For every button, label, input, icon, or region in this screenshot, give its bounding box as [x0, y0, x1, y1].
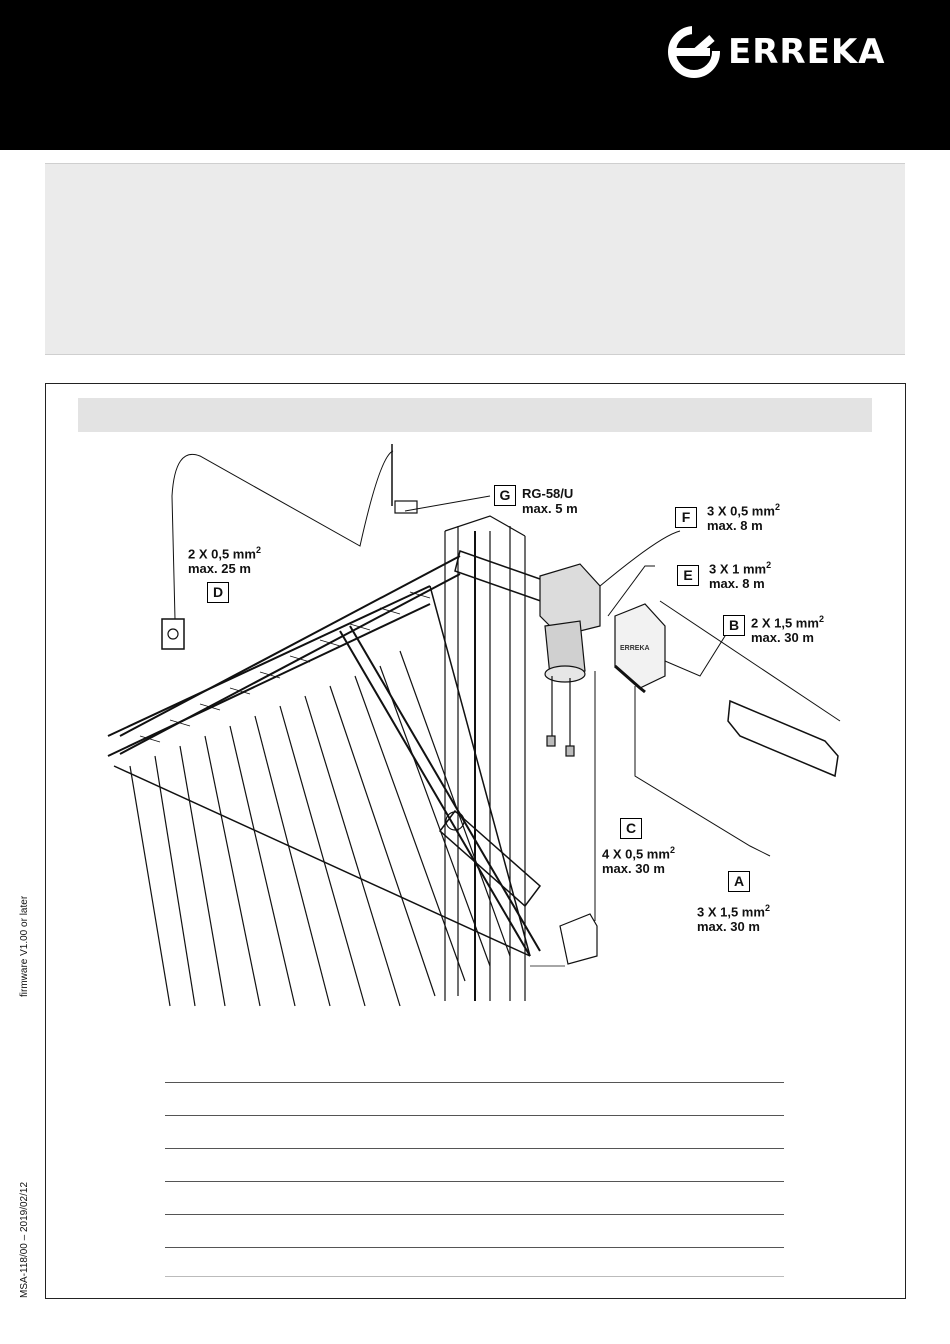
cable-spec-g: RG-58/U max. 5 m	[522, 486, 578, 516]
cable-label-g: G	[494, 485, 516, 506]
cord-knob	[547, 736, 555, 746]
section-header-bar	[78, 398, 872, 432]
table-rule	[165, 1214, 784, 1215]
cable-label-a: A	[728, 871, 750, 892]
cable-label-f: F	[675, 507, 697, 528]
erreka-logo-icon	[666, 24, 722, 80]
key-switch	[162, 619, 184, 649]
document-reference: MSA-118/00 – 2019/02/12	[19, 1181, 30, 1298]
control-box-brand: ERREKA	[620, 645, 650, 652]
cable-label-e: E	[677, 565, 699, 586]
warning-light	[728, 701, 838, 776]
brand-name: ERREKA	[728, 32, 886, 72]
cable-spec-b: 2 X 1,5 $mm^2$ max. 30 m	[751, 614, 824, 646]
table-rule	[165, 1181, 784, 1182]
motor-unit	[540, 564, 600, 682]
firmware-note: firmware V1.00 or later	[19, 895, 30, 997]
title-panel	[45, 163, 905, 355]
table-rule	[165, 1247, 784, 1248]
header-bar	[0, 0, 950, 150]
table-rule	[165, 1276, 784, 1277]
cable-spec-a: 3 X 1,5 $mm^2$ max. 30 m	[697, 903, 770, 935]
cable-label-c: C	[620, 818, 642, 839]
table-rule	[165, 1115, 784, 1116]
cable-label-b: B	[723, 615, 745, 636]
cable-spec-d: 2 X 0,5 $mm^2$ max. 25 m	[188, 545, 261, 577]
brand-logo	[666, 24, 885, 80]
top-beam	[120, 556, 460, 754]
cable-spec-e: 3 X 1 $mm^2$ max. 8 m	[709, 560, 772, 592]
cable-spec-f: 3 X 0,5 $mm^2$ max. 8 m	[707, 502, 780, 534]
cable-label-d: D	[207, 582, 229, 603]
table-rule	[165, 1082, 784, 1083]
table-rule	[165, 1148, 784, 1149]
photocell	[560, 914, 597, 964]
cable-spec-c: 4 X 0,5 $mm^2$ max. 30 m	[602, 845, 675, 877]
cord-knob	[566, 746, 574, 756]
